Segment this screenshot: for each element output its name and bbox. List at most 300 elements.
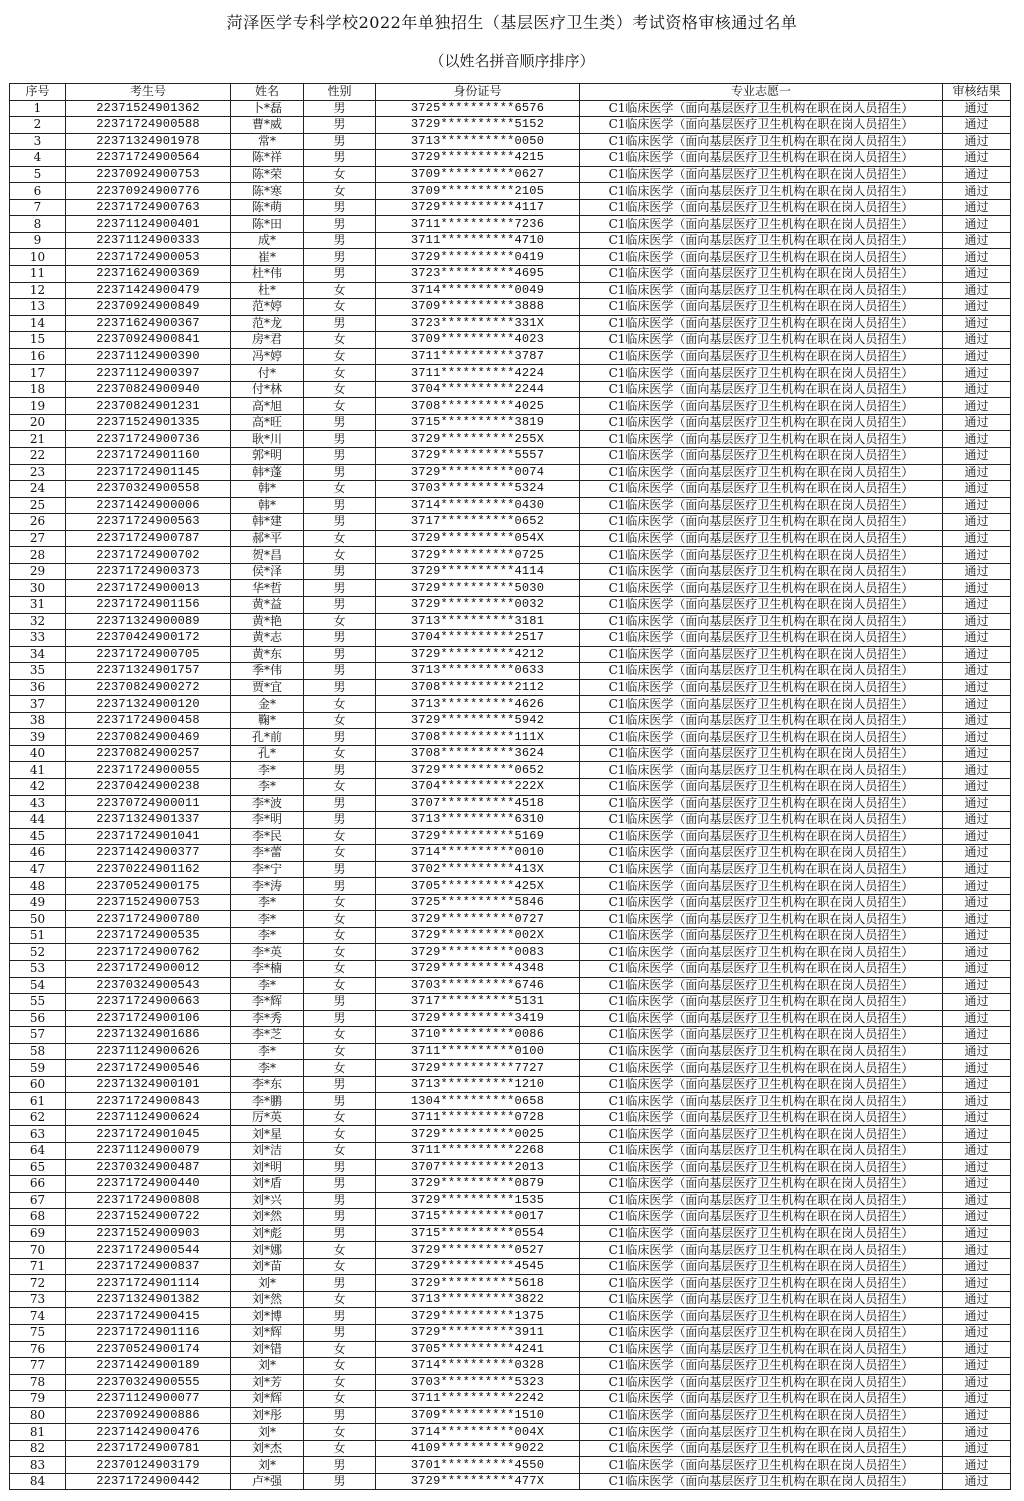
cell-gender: 女	[304, 894, 376, 911]
cell-gender: 女	[304, 1043, 376, 1060]
cell-gender: 男	[304, 216, 376, 233]
cell-id-no: 3709**********1510	[376, 1407, 580, 1424]
cell-result: 通过	[943, 1192, 1011, 1209]
cell-exam-no: 22371724900780	[66, 911, 231, 928]
table-row	[10, 613, 1011, 630]
cell-result: 通过	[943, 464, 1011, 481]
cell-gender: 男	[304, 150, 376, 167]
cell-name: 曹*威	[231, 117, 304, 134]
cell-seq: 67	[10, 1192, 66, 1209]
cell-id-no: 3705**********4241	[376, 1341, 580, 1358]
cell-major: C1临床医学（面向基层医疗卫生机构在职在岗人员招生）	[580, 927, 943, 944]
cell-major: C1临床医学（面向基层医疗卫生机构在职在岗人员招生）	[580, 464, 943, 481]
cell-seq: 3	[10, 133, 66, 150]
cell-id-no: 3729**********054X	[376, 530, 580, 547]
cell-gender: 男	[304, 729, 376, 746]
cell-exam-no: 22371724900736	[66, 431, 231, 448]
cell-exam-no: 22371724900787	[66, 530, 231, 547]
cell-name: 刘*博	[231, 1308, 304, 1325]
cell-result: 通过	[943, 1076, 1011, 1093]
cell-exam-no: 22371124900397	[66, 365, 231, 382]
cell-exam-no: 22371124900079	[66, 1143, 231, 1160]
cell-major: C1临床医学（面向基层医疗卫生机构在职在岗人员招生）	[580, 911, 943, 928]
cell-id-no: 3711**********0728	[376, 1109, 580, 1126]
cell-exam-no: 22370324900543	[66, 977, 231, 994]
cell-gender: 女	[304, 1291, 376, 1308]
cell-major: C1临床医学（面向基层医疗卫生机构在职在岗人员招生）	[580, 249, 943, 266]
cell-result: 通过	[943, 1126, 1011, 1143]
cell-id-no: 3713**********3822	[376, 1291, 580, 1308]
cell-seq: 55	[10, 994, 66, 1011]
cell-major: C1临床医学（面向基层医疗卫生机构在职在岗人员招生）	[580, 150, 943, 167]
cell-id-no: 3729**********4348	[376, 960, 580, 977]
cell-gender: 男	[304, 1325, 376, 1342]
cell-result: 通过	[943, 1225, 1011, 1242]
table-row	[10, 927, 1011, 944]
cell-id-no: 3711**********7236	[376, 216, 580, 233]
cell-name: 侯*泽	[231, 563, 304, 580]
cell-seq: 21	[10, 431, 66, 448]
cell-gender: 男	[304, 431, 376, 448]
table-row	[10, 1176, 1011, 1193]
cell-id-no: 3723**********331X	[376, 315, 580, 332]
cell-exam-no: 22371724900563	[66, 514, 231, 531]
cell-id-no: 3729**********5169	[376, 828, 580, 845]
cell-id-no: 3711**********4710	[376, 232, 580, 249]
table-row	[10, 481, 1011, 498]
cell-exam-no: 22371724900762	[66, 944, 231, 961]
table-row	[10, 282, 1011, 299]
cell-id-no: 4109**********9022	[376, 1440, 580, 1457]
table-row	[10, 944, 1011, 961]
cell-id-no: 3729**********4212	[376, 646, 580, 663]
cell-id-no: 3729**********255X	[376, 431, 580, 448]
cell-id-no: 3711**********2268	[376, 1143, 580, 1160]
cell-major: C1临床医学（面向基层医疗卫生机构在职在岗人员招生）	[580, 1308, 943, 1325]
cell-seq: 82	[10, 1440, 66, 1457]
cell-gender: 男	[304, 117, 376, 134]
cell-id-no: 3711**********4224	[376, 365, 580, 382]
cell-major: C1临床医学（面向基层医疗卫生机构在职在岗人员招生）	[580, 1043, 943, 1060]
cell-result: 通过	[943, 249, 1011, 266]
table-row	[10, 646, 1011, 663]
cell-result: 通过	[943, 1275, 1011, 1292]
table-row	[10, 1473, 1011, 1490]
cell-result: 通过	[943, 596, 1011, 613]
cell-name: 刘*苗	[231, 1258, 304, 1275]
cell-name: 陈*寒	[231, 183, 304, 200]
cell-name: 韩*	[231, 481, 304, 498]
cell-seq: 10	[10, 249, 66, 266]
cell-id-no: 3710**********0086	[376, 1027, 580, 1044]
cell-id-no: 3729**********0032	[376, 596, 580, 613]
cell-id-no: 3729**********0074	[376, 464, 580, 481]
cell-seq: 24	[10, 481, 66, 498]
cell-result: 通过	[943, 381, 1011, 398]
cell-major: C1临床医学（面向基层医疗卫生机构在职在岗人员招生）	[580, 332, 943, 349]
table-row	[10, 1440, 1011, 1457]
cell-seq: 39	[10, 729, 66, 746]
cell-exam-no: 22371724900535	[66, 927, 231, 944]
cell-gender: 女	[304, 1374, 376, 1391]
cell-seq: 37	[10, 696, 66, 713]
cell-major: C1临床医学（面向基层医疗卫生机构在职在岗人员招生）	[580, 1076, 943, 1093]
cell-name: 冯*婷	[231, 348, 304, 365]
cell-exam-no: 22371724900781	[66, 1440, 231, 1457]
cell-major: C1临床医学（面向基层医疗卫生机构在职在岗人员招生）	[580, 166, 943, 183]
cell-seq: 2	[10, 117, 66, 134]
cell-result: 通过	[943, 1358, 1011, 1375]
cell-name: 黄*东	[231, 646, 304, 663]
cell-result: 通过	[943, 266, 1011, 283]
cell-major: C1临床医学（面向基层医疗卫生机构在职在岗人员招生）	[580, 630, 943, 647]
cell-exam-no: 22370924900776	[66, 183, 231, 200]
cell-major: C1临床医学（面向基层医疗卫生机构在职在岗人员招生）	[580, 1457, 943, 1474]
cell-name: 刘*明	[231, 1159, 304, 1176]
table-row	[10, 365, 1011, 382]
table-row	[10, 530, 1011, 547]
table-row	[10, 745, 1011, 762]
cell-name: 刘*盾	[231, 1176, 304, 1193]
cell-exam-no: 22370324900555	[66, 1374, 231, 1391]
cell-result: 通过	[943, 630, 1011, 647]
cell-major: C1临床医学（面向基层医疗卫生机构在职在岗人员招生）	[580, 1027, 943, 1044]
cell-name: 刘*彤	[231, 1407, 304, 1424]
cell-exam-no: 22371524900722	[66, 1209, 231, 1226]
cell-seq: 48	[10, 878, 66, 895]
table-row	[10, 1143, 1011, 1160]
cell-exam-no: 22371424900189	[66, 1358, 231, 1375]
cell-id-no: 3729**********477X	[376, 1473, 580, 1490]
cell-major: C1临床医学（面向基层医疗卫生机构在职在岗人员招生）	[580, 1225, 943, 1242]
cell-id-no: 3707**********4518	[376, 795, 580, 812]
cell-exam-no: 22370424900172	[66, 630, 231, 647]
cell-exam-no: 22371724900546	[66, 1060, 231, 1077]
cell-exam-no: 22370824900257	[66, 745, 231, 762]
cell-name: 郝*平	[231, 530, 304, 547]
cell-major: C1临床医学（面向基层医疗卫生机构在职在岗人员招生）	[580, 613, 943, 630]
table-row	[10, 398, 1011, 415]
cell-seq: 84	[10, 1473, 66, 1490]
cell-exam-no: 22371324901757	[66, 663, 231, 680]
cell-result: 通过	[943, 1424, 1011, 1441]
cell-result: 通过	[943, 414, 1011, 431]
cell-name: 韩*蓬	[231, 464, 304, 481]
cell-gender: 女	[304, 1060, 376, 1077]
cell-major: C1临床医学（面向基层医疗卫生机构在职在岗人员招生）	[580, 448, 943, 465]
cell-gender: 男	[304, 563, 376, 580]
cell-name: 李*宁	[231, 861, 304, 878]
cell-exam-no: 22371324901978	[66, 133, 231, 150]
cell-seq: 29	[10, 563, 66, 580]
cell-result: 通过	[943, 696, 1011, 713]
table-row	[10, 183, 1011, 200]
cell-seq: 45	[10, 828, 66, 845]
cell-exam-no: 22371424900377	[66, 845, 231, 862]
cell-gender: 男	[304, 878, 376, 895]
cell-gender: 男	[304, 1076, 376, 1093]
cell-id-no: 3729**********4117	[376, 199, 580, 216]
cell-gender: 女	[304, 166, 376, 183]
cell-exam-no: 22371324900089	[66, 613, 231, 630]
cell-gender: 男	[304, 133, 376, 150]
cell-id-no: 3715**********0017	[376, 1209, 580, 1226]
cell-major: C1临床医学（面向基层医疗卫生机构在职在岗人员招生）	[580, 1424, 943, 1441]
cell-gender: 男	[304, 596, 376, 613]
cell-seq: 63	[10, 1126, 66, 1143]
table-row	[10, 431, 1011, 448]
table-row	[10, 464, 1011, 481]
cell-major: C1临床医学（面向基层医疗卫生机构在职在岗人员招生）	[580, 266, 943, 283]
cell-result: 通过	[943, 861, 1011, 878]
cell-exam-no: 22371724900458	[66, 712, 231, 729]
cell-result: 通过	[943, 1473, 1011, 1490]
cell-major: C1临床医学（面向基层医疗卫生机构在职在岗人员招生）	[580, 1374, 943, 1391]
cell-name: 刘*辉	[231, 1325, 304, 1342]
cell-major: C1临床医学（面向基层医疗卫生机构在职在岗人员招生）	[580, 795, 943, 812]
cell-result: 通过	[943, 1440, 1011, 1457]
cell-id-no: 3729**********4215	[376, 150, 580, 167]
cell-name: 李*	[231, 1060, 304, 1077]
cell-gender: 女	[304, 282, 376, 299]
cell-major: C1临床医学（面向基层医疗卫生机构在职在岗人员招生）	[580, 1010, 943, 1027]
cell-id-no: 3713**********6310	[376, 812, 580, 829]
cell-result: 通过	[943, 1242, 1011, 1259]
cell-seq: 41	[10, 762, 66, 779]
cell-seq: 57	[10, 1027, 66, 1044]
cell-gender: 男	[304, 663, 376, 680]
cell-seq: 53	[10, 960, 66, 977]
cell-name: 付*	[231, 365, 304, 382]
cell-major: C1临床医学（面向基层医疗卫生机构在职在岗人员招生）	[580, 530, 943, 547]
cell-gender: 男	[304, 249, 376, 266]
cell-gender: 女	[304, 778, 376, 795]
cell-seq: 25	[10, 497, 66, 514]
table-row	[10, 828, 1011, 845]
cell-seq: 14	[10, 315, 66, 332]
cell-seq: 59	[10, 1060, 66, 1077]
cell-major: C1临床医学（面向基层医疗卫生机构在职在岗人员招生）	[580, 414, 943, 431]
table-row	[10, 878, 1011, 895]
cell-result: 通过	[943, 1176, 1011, 1193]
cell-gender: 女	[304, 1358, 376, 1375]
cell-id-no: 3708**********111X	[376, 729, 580, 746]
cell-result: 通过	[943, 117, 1011, 134]
cell-major: C1临床医学（面向基层医疗卫生机构在职在岗人员招生）	[580, 133, 943, 150]
cell-result: 通过	[943, 1407, 1011, 1424]
cell-id-no: 3723**********4695	[376, 266, 580, 283]
cell-gender: 女	[304, 547, 376, 564]
cell-seq: 60	[10, 1076, 66, 1093]
cell-gender: 男	[304, 1209, 376, 1226]
table-row	[10, 348, 1011, 365]
table-row	[10, 1093, 1011, 1110]
cell-exam-no: 22371424900476	[66, 1424, 231, 1441]
cell-result: 通过	[943, 150, 1011, 167]
column-header-major: 专业志愿一	[580, 84, 943, 101]
cell-result: 通过	[943, 1093, 1011, 1110]
cell-gender: 男	[304, 266, 376, 283]
table-row	[10, 861, 1011, 878]
cell-result: 通过	[943, 1308, 1011, 1325]
cell-seq: 65	[10, 1159, 66, 1176]
column-header-gender: 性别	[304, 84, 376, 101]
cell-gender: 男	[304, 1225, 376, 1242]
cell-major: C1临床医学（面向基层医疗卫生机构在职在岗人员招生）	[580, 183, 943, 200]
cell-result: 通过	[943, 679, 1011, 696]
table-row	[10, 1275, 1011, 1292]
cell-seq: 71	[10, 1258, 66, 1275]
cell-id-no: 3714**********004X	[376, 1424, 580, 1441]
cell-name: 李*	[231, 894, 304, 911]
table-row	[10, 1109, 1011, 1126]
cell-exam-no: 22371124900626	[66, 1043, 231, 1060]
cell-major: C1临床医学（面向基层医疗卫生机构在职在岗人员招生）	[580, 944, 943, 961]
table-row	[10, 679, 1011, 696]
cell-seq: 58	[10, 1043, 66, 1060]
cell-exam-no: 22371424900479	[66, 282, 231, 299]
cell-id-no: 3713**********3181	[376, 613, 580, 630]
cell-seq: 43	[10, 795, 66, 812]
table-row	[10, 994, 1011, 1011]
cell-name: 李*	[231, 762, 304, 779]
cell-result: 通过	[943, 448, 1011, 465]
table-row	[10, 166, 1011, 183]
cell-major: C1临床医学（面向基层医疗卫生机构在职在岗人员招生）	[580, 1060, 943, 1077]
cell-major: C1临床医学（面向基层医疗卫生机构在职在岗人员招生）	[580, 232, 943, 249]
cell-result: 通过	[943, 878, 1011, 895]
cell-name: 刘*	[231, 1424, 304, 1441]
table-row	[10, 1457, 1011, 1474]
cell-result: 通过	[943, 927, 1011, 944]
cell-id-no: 3729**********0527	[376, 1242, 580, 1259]
cell-seq: 54	[10, 977, 66, 994]
cell-major: C1临床医学（面向基层医疗卫生机构在职在岗人员招生）	[580, 977, 943, 994]
cell-exam-no: 22371724900106	[66, 1010, 231, 1027]
cell-id-no: 3717**********0652	[376, 514, 580, 531]
cell-major: C1临床医学（面向基层医疗卫生机构在职在岗人员招生）	[580, 663, 943, 680]
cell-major: C1临床医学（面向基层医疗卫生机构在职在岗人员招生）	[580, 994, 943, 1011]
cell-seq: 11	[10, 266, 66, 283]
cell-name: 陈*祥	[231, 150, 304, 167]
table-row	[10, 266, 1011, 283]
cell-result: 通过	[943, 1209, 1011, 1226]
cell-result: 通过	[943, 497, 1011, 514]
cell-id-no: 3729**********5152	[376, 117, 580, 134]
cell-id-no: 3717**********5131	[376, 994, 580, 1011]
cell-name: 刘*错	[231, 1341, 304, 1358]
cell-name: 刘*	[231, 1358, 304, 1375]
table-row	[10, 1225, 1011, 1242]
cell-gender: 男	[304, 100, 376, 117]
cell-id-no: 3714**********0430	[376, 497, 580, 514]
cell-name: 李*秀	[231, 1010, 304, 1027]
cell-seq: 49	[10, 894, 66, 911]
cell-name: 刘*兴	[231, 1192, 304, 1209]
cell-gender: 男	[304, 1159, 376, 1176]
cell-exam-no: 22370924900886	[66, 1407, 231, 1424]
cell-gender: 男	[304, 1093, 376, 1110]
table-row	[10, 133, 1011, 150]
cell-gender: 男	[304, 762, 376, 779]
cell-exam-no: 22371324900101	[66, 1076, 231, 1093]
cell-exam-no: 22371324900120	[66, 696, 231, 713]
cell-gender: 男	[304, 812, 376, 829]
table-row	[10, 117, 1011, 134]
cell-result: 通过	[943, 547, 1011, 564]
cell-result: 通过	[943, 1325, 1011, 1342]
cell-seq: 16	[10, 348, 66, 365]
table-body	[10, 100, 1011, 1490]
cell-id-no: 3705**********425X	[376, 878, 580, 895]
cell-exam-no: 22370824901231	[66, 398, 231, 415]
cell-major: C1临床医学（面向基层医疗卫生机构在职在岗人员招生）	[580, 563, 943, 580]
cell-id-no: 3729**********4114	[376, 563, 580, 580]
cell-exam-no: 22371724900544	[66, 1242, 231, 1259]
table-row	[10, 1043, 1011, 1060]
cell-gender: 女	[304, 332, 376, 349]
cell-exam-no: 22370324900558	[66, 481, 231, 498]
cell-major: C1临床医学（面向基层医疗卫生机构在职在岗人员招生）	[580, 861, 943, 878]
cell-gender: 女	[304, 977, 376, 994]
cell-name: 杜*伟	[231, 266, 304, 283]
cell-seq: 72	[10, 1275, 66, 1292]
cell-gender: 男	[304, 1275, 376, 1292]
table-row	[10, 696, 1011, 713]
cell-result: 通过	[943, 1457, 1011, 1474]
cell-gender: 女	[304, 365, 376, 382]
cell-gender: 男	[304, 497, 376, 514]
cell-name: 范*龙	[231, 315, 304, 332]
cell-result: 通过	[943, 1374, 1011, 1391]
cell-id-no: 3707**********2013	[376, 1159, 580, 1176]
cell-id-no: 3729**********5557	[376, 448, 580, 465]
cell-name: 房*君	[231, 332, 304, 349]
table-row	[10, 663, 1011, 680]
cell-result: 通过	[943, 845, 1011, 862]
cell-name: 李*	[231, 977, 304, 994]
cell-name: 刘*然	[231, 1291, 304, 1308]
cell-id-no: 3714**********0328	[376, 1358, 580, 1375]
table-row	[10, 960, 1011, 977]
cell-id-no: 3711**********2242	[376, 1391, 580, 1408]
table-row	[10, 1374, 1011, 1391]
cell-major: C1临床医学（面向基层医疗卫生机构在职在岗人员招生）	[580, 596, 943, 613]
cell-id-no: 3729**********5618	[376, 1275, 580, 1292]
cell-id-no: 1304**********0658	[376, 1093, 580, 1110]
cell-seq: 83	[10, 1457, 66, 1474]
cell-exam-no: 22370524900174	[66, 1341, 231, 1358]
cell-major: C1临床医学（面向基层医疗卫生机构在职在岗人员招生）	[580, 1407, 943, 1424]
table-row	[10, 1027, 1011, 1044]
cell-major: C1临床医学（面向基层医疗卫生机构在职在岗人员招生）	[580, 497, 943, 514]
table-row	[10, 1325, 1011, 1342]
table-row	[10, 1258, 1011, 1275]
cell-id-no: 3729**********4545	[376, 1258, 580, 1275]
cell-seq: 18	[10, 381, 66, 398]
table-row	[10, 1126, 1011, 1143]
table-row	[10, 514, 1011, 531]
cell-name: 李*	[231, 927, 304, 944]
cell-major: C1临床医学（面向基层医疗卫生机构在职在岗人员招生）	[580, 894, 943, 911]
cell-seq: 61	[10, 1093, 66, 1110]
cell-name: 刘*	[231, 1275, 304, 1292]
cell-exam-no: 22371724900055	[66, 762, 231, 779]
table-row	[10, 199, 1011, 216]
cell-gender: 男	[304, 232, 376, 249]
cell-id-no: 3729**********1535	[376, 1192, 580, 1209]
cell-name: 刘*星	[231, 1126, 304, 1143]
